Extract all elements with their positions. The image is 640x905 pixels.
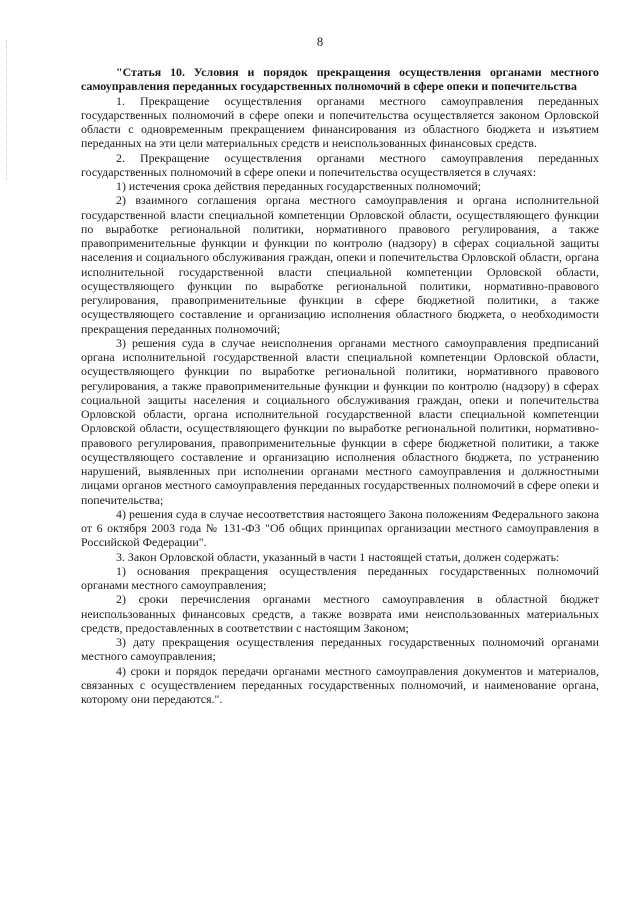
paragraph-part-3-item-4: 4) сроки и порядок передачи органами местного самоуправления документов и материалов, связанных с осуществлением переданных государственных полномочий, и наименование органа, которому они передаются.". bbox=[81, 663, 599, 706]
paragraph-part-2: 2. Прекращение осуществления органами местного самоуправления переданных государственных полномочий в сфере опеки и попечительства осуществляется в случаях: bbox=[81, 150, 599, 179]
paragraph-part-3-item-2: 2) сроки перечисления органами местного самоуправления в областной бюджет неиспользованных финансовых средств, а также возврата ими неиспользованных материальных средств, предоставленных в соответствии с настоящим Законом; bbox=[81, 592, 599, 635]
paragraph-part-3-item-3: 3) дату прекращения осуществления переданных государственных полномочий органами местного самоуправления; bbox=[81, 635, 599, 664]
paragraph-part-2-item-1: 1) истечения срока действия переданных государственных полномочий; bbox=[116, 179, 482, 193]
paragraph-part-2-item-4: 4) решения суда в случае несоответствия настоящего Закона положениям Федерального закона от 6 октября 2003 года № 131-ФЗ "Об общих принципах организации местного самоуправления в Российской Федерации". bbox=[81, 506, 599, 550]
article-title: "Статья 10. Условия и порядок прекращения осуществления органами местного самоуправления переданных государственных полномочий в сфере опеки и попечительства bbox=[81, 65, 599, 94]
paragraph-part-2-item-2: 2) взаимного соглашения органа местного самоуправления и органа исполнительной государственной власти специальной компетенции Орловской области, осуществляющего функции по выработке региональной политики, нормативного правового регулирования, а также правоприменительные функции и функции по контролю (надзору) в сферах социальной защиты населения и социального обслуживания граждан, опеки и попечительства Орловской области, органа исполнительной государственной власти специальной компетенции Орловской области, осуществляющего функции по выработке региональной политики, нормативно-правового регулирования, правоприменительные функции в сфере бюджетной политики, а также осуществляющего составление и организацию исполнения областного бюджета, о необходимости прекращения переданных полномочий; bbox=[81, 193, 599, 336]
page-number: 8 bbox=[316, 35, 324, 49]
paragraph-part-1: 1. Прекращение осуществления органами местного самоуправления переданных государственных полномочий в сфере опеки и попечительства осуществляется законом Орловской области с одновременным прекращением финансирования из областного бюджета и изъятием переданных на эти цели материальных средств и неиспользованных финансовых средств. bbox=[81, 93, 599, 151]
paragraph-part-3-item-1: 1) основания прекращения осуществления переданных государственных полномочий органами местного самоуправления; bbox=[81, 563, 599, 592]
paragraph-part-3: 3. Закон Орловской области, указанный в части 1 настоящей статьи, должен содержать: bbox=[116, 549, 560, 564]
scan-margin-marks bbox=[6, 40, 9, 180]
document-body bbox=[81, 65, 599, 706]
paragraph-part-2-item-3: 3) решения суда в случае неисполнения органами местного самоуправления предписаний органа исполнительной государственной власти специальной компетенции Орловской области, осуществляющего функции по выработке региональной политики, нормативного правового регулирования, а также правоприменительные функции и функции по контролю (надзору) в сферах социальной защиты населения и социального обслуживания граждан, опеки и попечительства Орловской области, органа исполнительной государственной власти специальной компетенции Орловской области, осуществляющего функции по выработке региональной политики, нормативно-правового регулирования, правоприменительные функции в сфере бюджетной политики, а также осуществляющего составление и организацию исполнения областного бюджета, по устранению нарушений, выявленных при исполнении органами местного самоуправления и должностными лицами органов местного самоуправления переданных государственных полномочий в сфере опеки и попечительства; bbox=[81, 335, 599, 507]
